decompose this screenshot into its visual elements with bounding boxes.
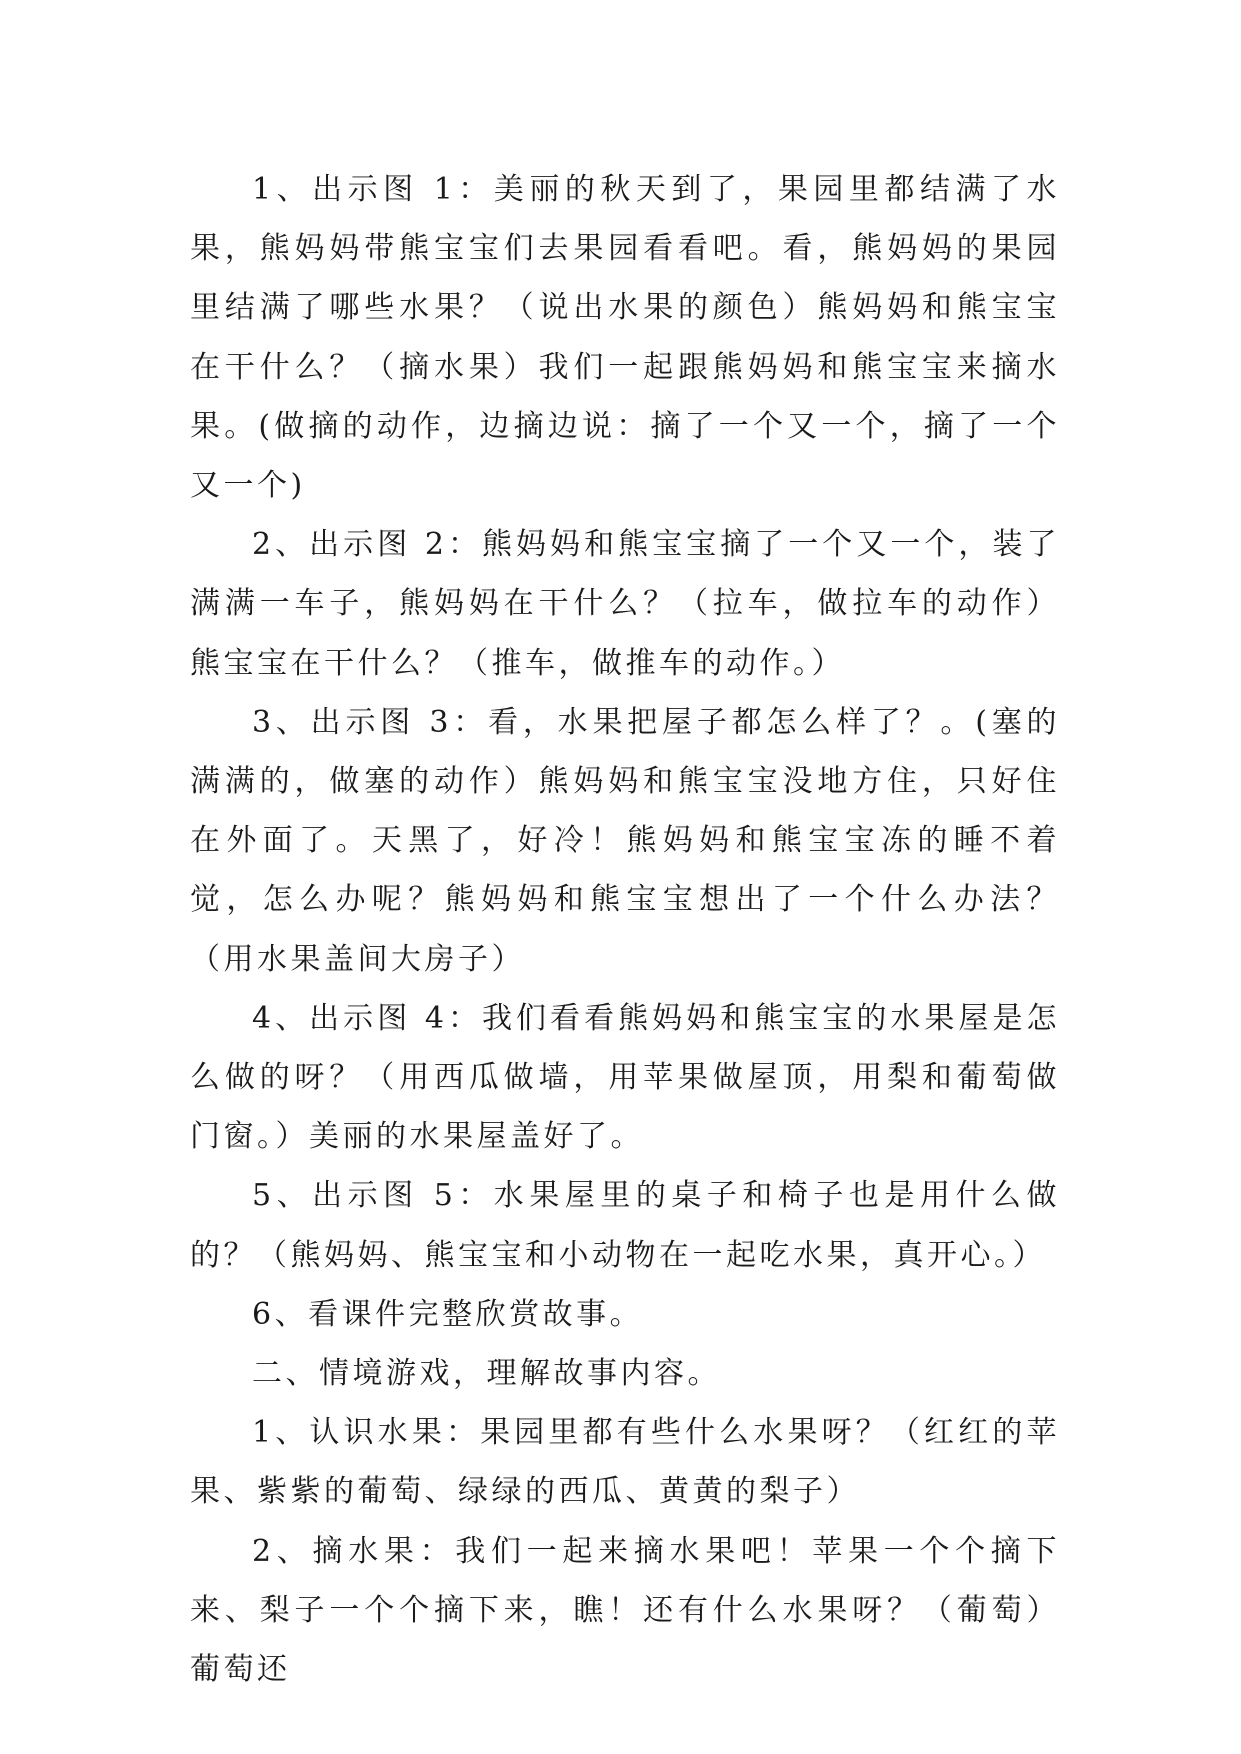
- paragraph-step-4: 4、出示图 4：我们看看熊妈妈和熊宝宝的水果屋是怎么做的呀？（用西瓜做墙，用苹果做屋顶，用梨和葡萄做门窗。）美丽的水果屋盖好了。: [190, 1000, 1060, 1155]
- paragraph-step-5: 5、出示图 5：水果屋里的桌子和椅子也是用什么做的？（熊妈妈、熊宝宝和小动物在一起吃水果，真开心。）: [190, 1178, 1060, 1273]
- paragraph-step-3: 3、出示图 3：看，水果把屋子都怎么样了？。(塞的满满的，做塞的动作）熊妈妈和熊宝宝没地方住，只好住在外面了。天黑了，好冷！熊妈妈和熊宝宝冻的睡不着觉，怎么办呢？熊妈妈和熊宝宝想出了一个什么办法？（用水果盖间大房子）: [190, 704, 1060, 977]
- section-heading-2: 二、情境游戏，理解故事内容。: [252, 1356, 721, 1392]
- paragraph-step-6: 6、看课件完整欣赏故事。: [252, 1296, 644, 1332]
- paragraph-game-1: 1、认识水果：果园里都有些什么水果呀？（红红的苹果、紫紫的葡萄、绿绿的西瓜、黄黄的梨子）: [190, 1415, 1060, 1510]
- document-body: [190, 160, 1060, 1699]
- paragraph-step-1: 1、出示图 1：美丽的秋天到了，果园里都结满了水果，熊妈妈带熊宝宝们去果园看看吧。看，熊妈妈的果园里结满了哪些水果？（说出水果的颜色）熊妈妈和熊宝宝在干什么？（摘水果）我们一起跟熊妈妈和熊宝宝来摘水果。(做摘的动作，边摘边说：摘了一个又一个，摘了一个又一个): [190, 172, 1060, 504]
- paragraph-step-2: 2、出示图 2：熊妈妈和熊宝宝摘了一个又一个，装了满满一车子，熊妈妈在干什么？（拉车，做拉车的动作）熊宝宝在干什么？（推车，做推车的动作。）: [190, 527, 1060, 681]
- paragraph-game-2: 2、摘水果：我们一起来摘水果吧！苹果一个个摘下来、梨子一个个摘下来，瞧！还有什么水果呀？（葡萄）葡萄还: [190, 1533, 1060, 1688]
